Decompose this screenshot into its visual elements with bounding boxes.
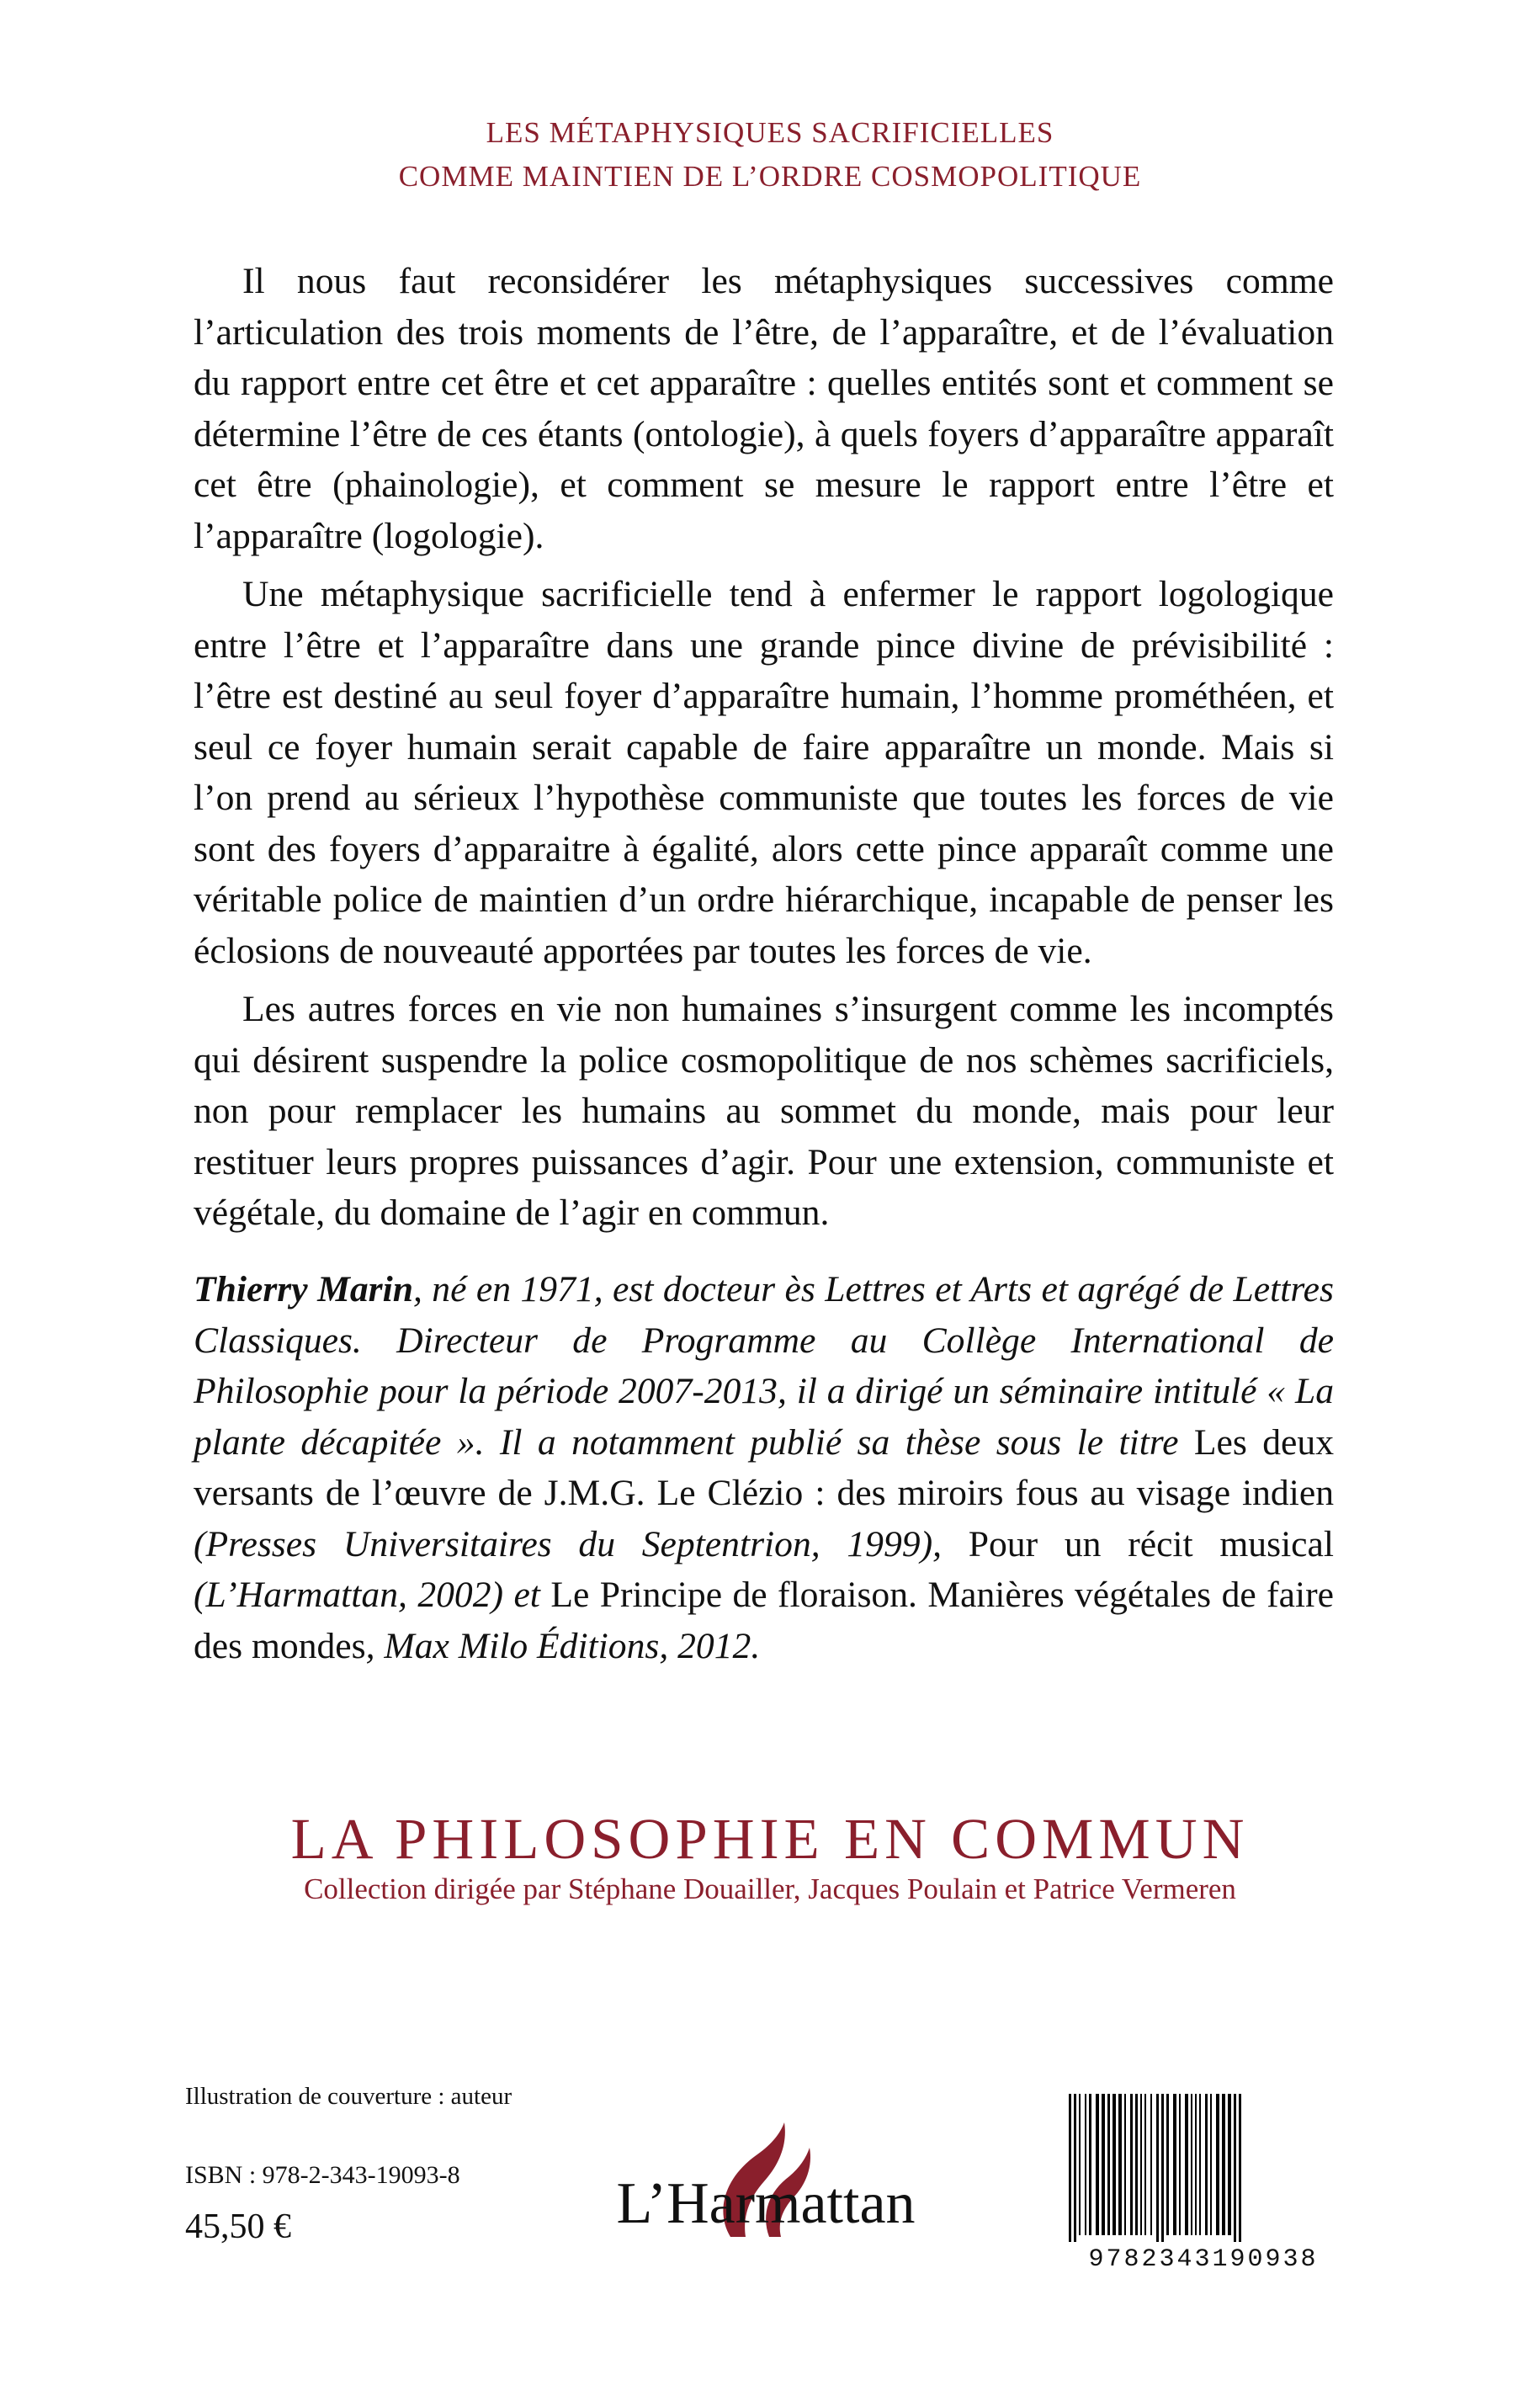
bio-text-1: , né en 1971, est docteur ès Lettres et Arts et agrégé de Lettres Classiques. Directeur de Programme au Collège International de Philosophie pour la période 2007-2013, il a dirigé un séminaire intitulé « La plante décapitée ». Il a notamment publié sa thèse sous le titre <box>194 1269 1334 1463</box>
summary-paragraph-3: Les autres forces en vie non humaines s’insurgent comme les incomptés qui désirent suspendre la police cosmopolitique de nos schèmes sacrificiels, non pour remplacer les humains au sommet du monde, mais pour leur restituer leurs propres puissances d’agir. Pour une extension, communiste et végétale, du domaine de l’agir en commun. <box>194 989 1334 1233</box>
price: 45,50 € <box>185 2207 291 2246</box>
barcode-bar <box>1102 2094 1105 2235</box>
barcode-bar <box>1135 2094 1138 2235</box>
barcode-bar <box>1085 2094 1086 2235</box>
barcode-bar <box>1118 2094 1122 2235</box>
author-name: Thierry Marin <box>194 1269 413 1309</box>
collection-name: LA PHILOSOPHIE EN COMMUN <box>290 1807 1250 1871</box>
bio-text-4: , Max Milo Éditions, 2012. <box>365 1625 761 1666</box>
barcode-bar <box>1156 2094 1159 2242</box>
book-title-3: Le Principe de floraison. Manières végétales de faire des mondes <box>194 1575 1334 1666</box>
barcode-bar <box>1166 2094 1169 2235</box>
page-title <box>109 111 1431 199</box>
barcode-bar <box>1222 2094 1225 2235</box>
barcode-bar <box>1185 2094 1188 2235</box>
summary-text <box>194 256 1334 1246</box>
barcode-bar <box>1140 2094 1142 2235</box>
barcode-bar <box>1195 2094 1197 2235</box>
summary-paragraph-2: Une métaphysique sacrificielle tend à enfermer le rapport logologique entre l’être et l’apparaître dans une grande pince divine de prévisibilité : l’être est destiné au seul foyer d’apparaître humain, l’homme prométhéen, et seul ce foyer humain serait capable de faire apparaître un monde. Mais si l’on prend au sérieux l’hypothèse communiste que toutes les forces de vie sont des foyers d’apparaitre à égalité, alors cette pince apparaît comme une véritable police de maintien d’un ordre hiérarchique, incapable de penser les éclosions de nouveauté apportées par toutes les forces de vie. <box>194 574 1334 971</box>
barcode-bar <box>1107 2094 1110 2235</box>
barcode-bar <box>1069 2094 1071 2242</box>
barcode-bar <box>1096 2094 1099 2235</box>
barcode-bar <box>1210 2094 1212 2235</box>
barcode-bar <box>1234 2094 1236 2242</box>
barcode-bar <box>1079 2094 1081 2235</box>
barcode-bar <box>1199 2094 1201 2235</box>
barcode-bar <box>1205 2094 1208 2235</box>
barcode-bar <box>1113 2094 1116 2235</box>
publisher-name: L’Harmattan <box>616 2171 916 2236</box>
barcode-bar <box>1150 2094 1152 2235</box>
book-title-1: Les deux versants de l’œuvre de J.M.G. Le Clézio : des miroirs fous au visage indien <box>194 1421 1334 1513</box>
cover-credit: Illustration de couverture : auteur <box>185 2083 512 2110</box>
barcode-bar <box>1191 2094 1192 2235</box>
title-line-2: COMME MAINTIEN DE L’ORDRE COSMOPOLITIQUE <box>398 160 1142 193</box>
isbn: ISBN : 978-2-343-19093-8 <box>185 2161 460 2189</box>
barcode-bar <box>1239 2094 1241 2242</box>
summary-paragraph-1: Il nous faut reconsidérer les métaphysiques successives comme l’articulation des trois moments de l’être, de l’apparaître, et de l’évaluation du rapport entre cet être et cet apparaître : quelles entités sont et comment se détermine l’être de ces étants (ontologie), à quels foyers d’apparaître apparaît cet être (phainologie), et comment se mesure le rapport entre l’être et l’apparaître (logologie). <box>194 261 1334 556</box>
author-bio <box>194 1264 1334 1671</box>
barcode-bar <box>1130 2094 1133 2235</box>
barcode-bar <box>1144 2094 1146 2235</box>
barcode-bar <box>1161 2094 1164 2242</box>
barcode-bar <box>1228 2094 1231 2235</box>
bio-text-3: (L’Harmattan, 2002) et <box>194 1575 551 1615</box>
barcode-bar <box>1179 2094 1181 2235</box>
barcode <box>1062 2094 1345 2274</box>
barcode-number: 9782343190938 <box>1088 2245 1319 2274</box>
publisher-logo <box>589 2111 943 2262</box>
barcode-bar <box>1089 2094 1091 2235</box>
barcode-bar <box>1074 2094 1076 2242</box>
barcode-bar <box>1124 2094 1126 2235</box>
barcode-bars <box>1062 2094 1345 2245</box>
barcode-bar <box>1173 2094 1176 2235</box>
collection-editors: Collection dirigée par Stéphane Douailler, Jacques Poulain et Patrice Vermeren <box>304 1872 1236 1905</box>
book-title-2: Pour un récit musical <box>968 1523 1334 1564</box>
barcode-bar <box>1216 2094 1219 2235</box>
bio-text-2: (Presses Universitaires du Septentrion, 1999), <box>194 1523 969 1564</box>
title-line-1: LES MÉTAPHYSIQUES SACRIFICIELLES <box>486 116 1054 149</box>
